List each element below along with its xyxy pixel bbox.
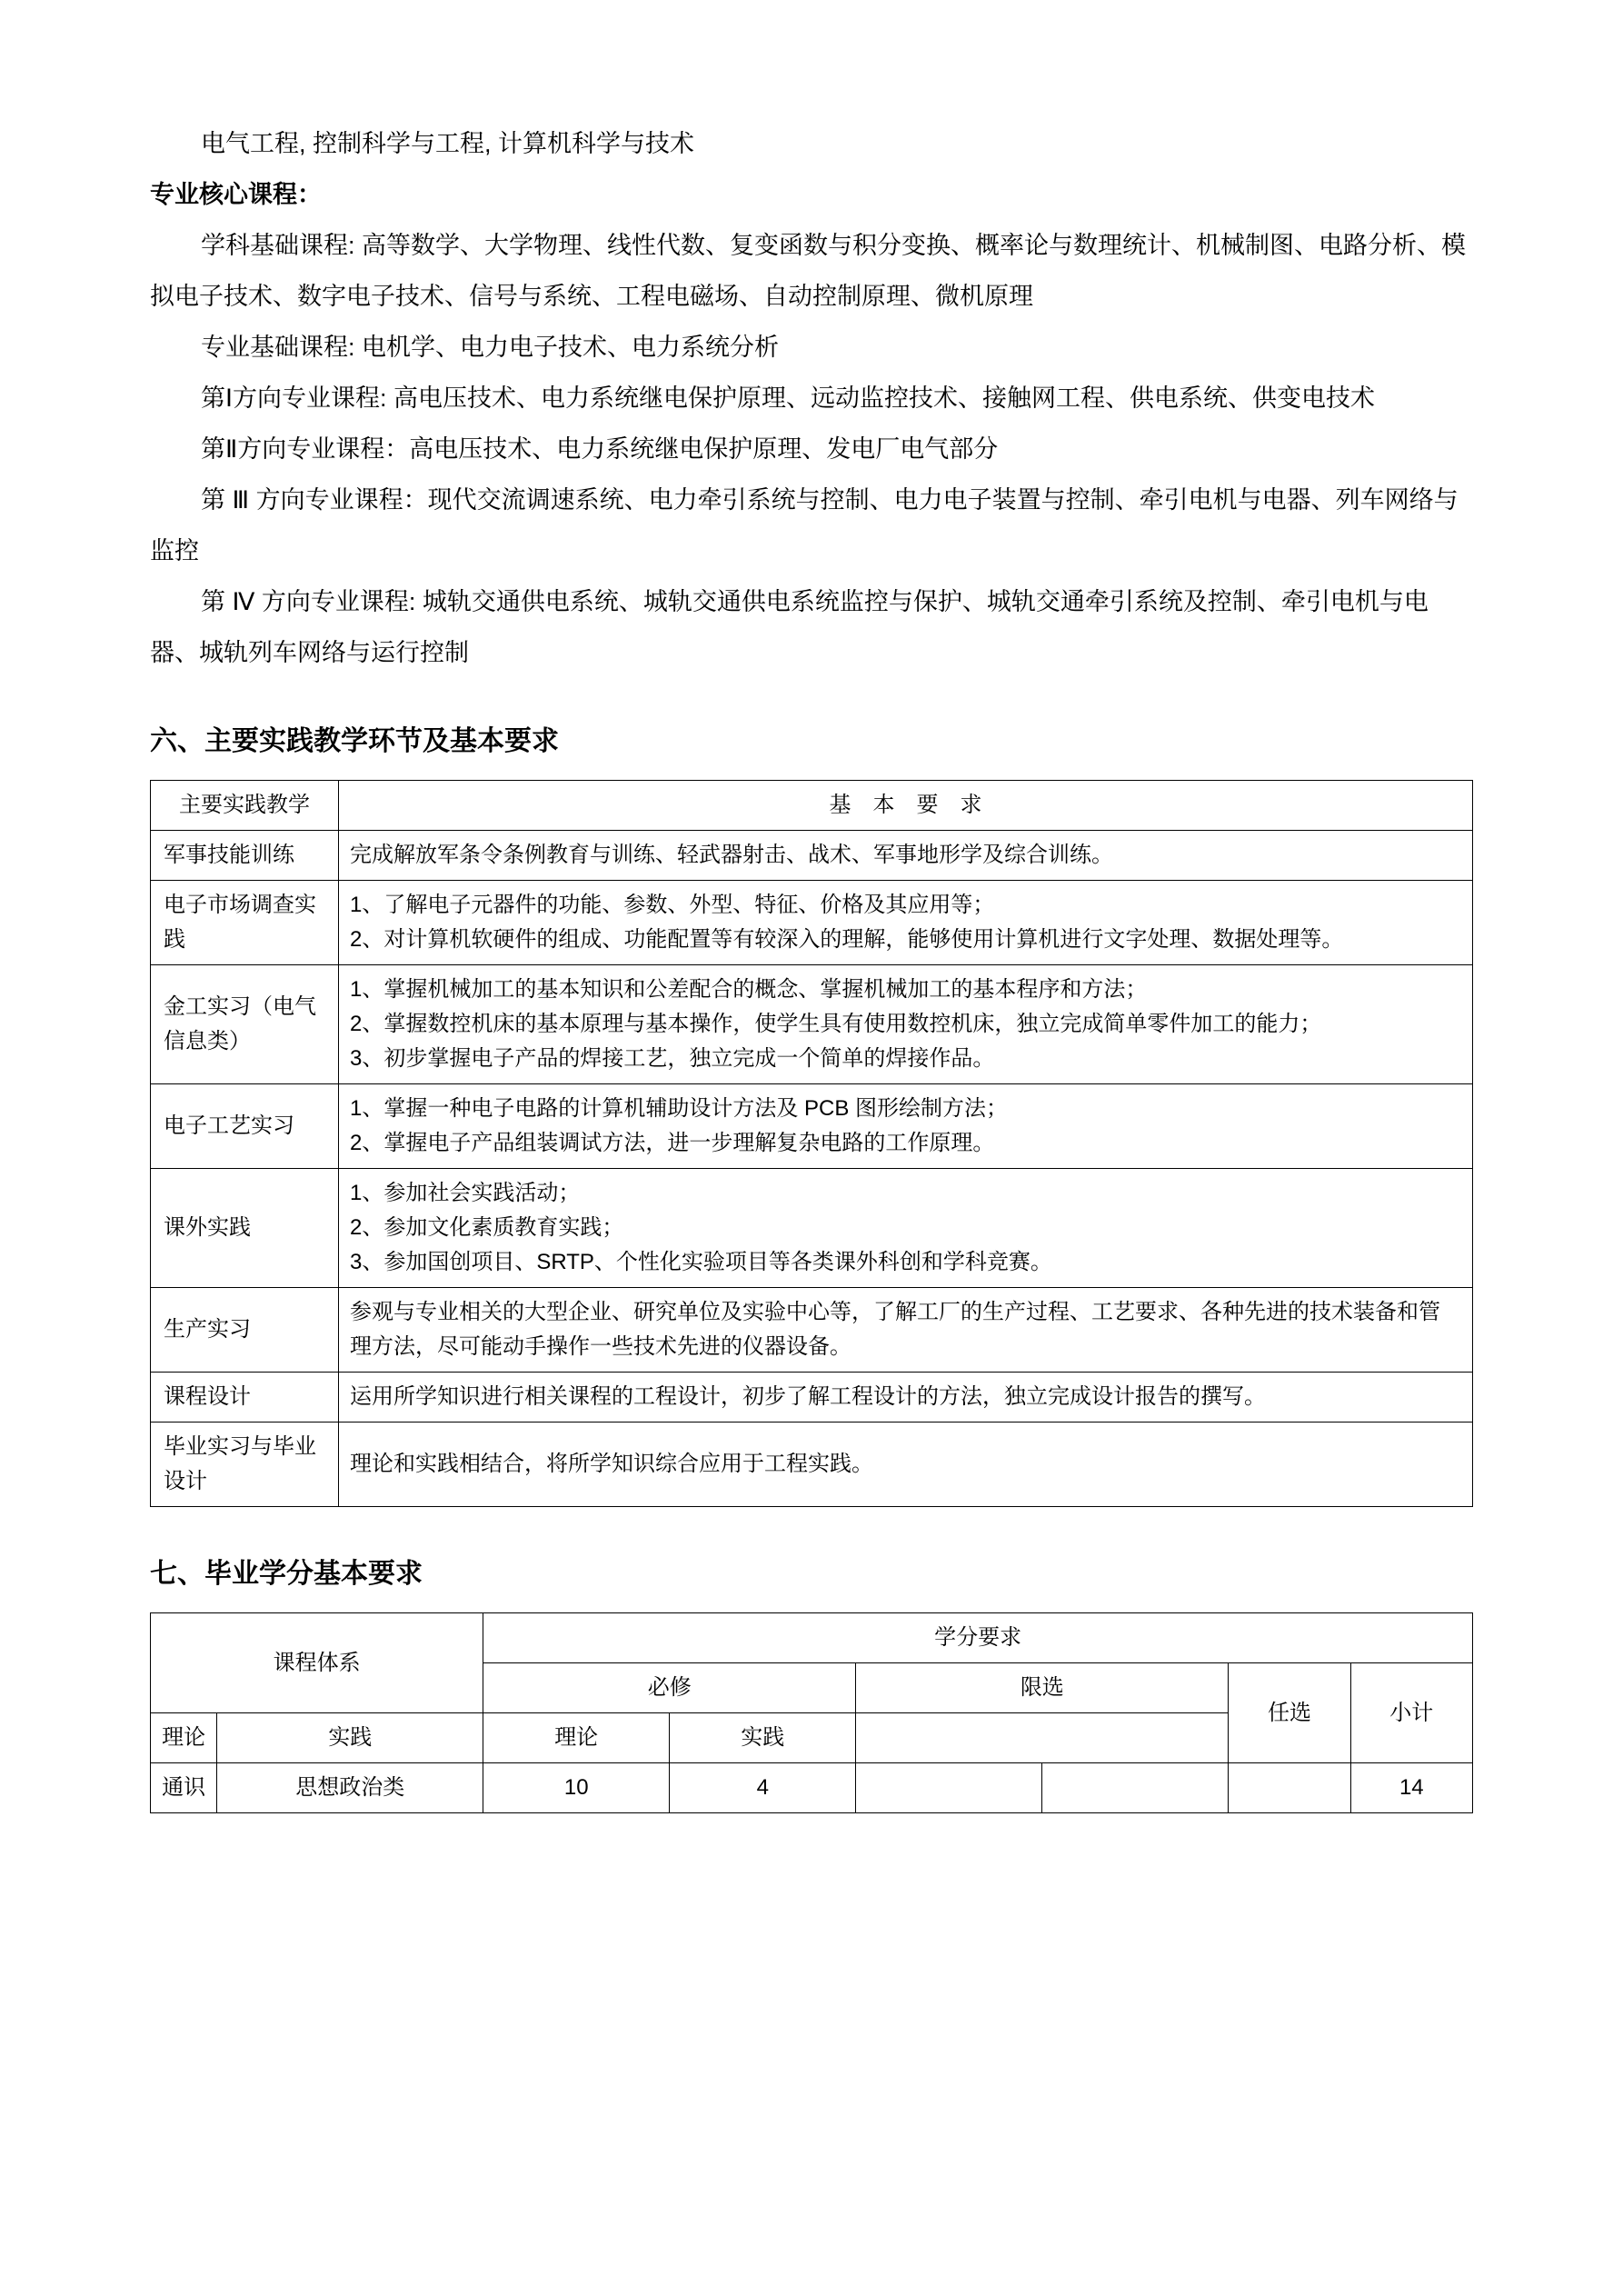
paragraph-direction-2: 第Ⅱ方向专业课程：高电压技术、电力系统继电保护原理、发电厂电气部分 xyxy=(201,435,999,463)
credits-subtotal: 14 xyxy=(1350,1763,1472,1813)
list-item: 2、参加文化素质教育实践； xyxy=(350,1215,624,1240)
header-limited-elective: 限选 xyxy=(856,1663,1229,1713)
header-limited-theory: 理论 xyxy=(483,1713,670,1763)
practice-requirement xyxy=(339,965,1473,1084)
practice-name: 课程设计 xyxy=(151,1373,339,1423)
header-practice-name: 主要实践教学 xyxy=(151,781,339,831)
table-row xyxy=(151,1423,1473,1507)
practice-name: 生产实习 xyxy=(151,1288,339,1373)
practice-name: 毕业实习与毕业设计 xyxy=(151,1423,339,1507)
credits-course-name: 思想政治类 xyxy=(217,1763,483,1813)
table-row xyxy=(151,1373,1473,1423)
page-content xyxy=(150,118,1473,1813)
header-required: 必修 xyxy=(483,1663,856,1713)
header-optional: 任选 xyxy=(1229,1663,1350,1763)
list-item: 1、参加社会实践活动； xyxy=(350,1181,581,1205)
practice-name: 金工实习（电气信息类） xyxy=(151,965,339,1084)
practice-requirement: 完成解放军条令条例教育与训练、轻武器射击、战术、军事地形学及综合训练。 xyxy=(339,831,1473,881)
practice-name: 课外实践 xyxy=(151,1169,339,1288)
paragraph-subject-basic: 学科基础课程: 高等数学、大学物理、线性代数、复变函数与积分变换、概率论与数理统计、机械制图、电路分析、模拟电子技术、数字电子技术、信号与系统、工程电磁场、自动控制原理、微机原理 xyxy=(150,232,1467,310)
practice-requirement: 理论和实践相结合，将所学知识综合应用于工程实践。 xyxy=(339,1423,1473,1507)
practice-teaching-table xyxy=(150,780,1473,1507)
header-required-practice: 实践 xyxy=(217,1713,483,1763)
requirement-list xyxy=(350,973,1461,1076)
practice-name: 军事技能训练 xyxy=(151,831,339,881)
header-credit-requirement: 学分要求 xyxy=(483,1613,1473,1663)
practice-requirement xyxy=(339,1169,1473,1288)
table-row xyxy=(151,831,1473,881)
table-header-row xyxy=(151,781,1473,831)
list-item: 2、掌握电子产品组装调试方法，进一步理解复杂电路的工作原理。 xyxy=(350,1131,995,1155)
requirement-list xyxy=(350,1176,1461,1280)
table-row xyxy=(151,881,1473,965)
list-item: 1、了解电子元器件的功能、参数、外型、特征、价格及其应用等； xyxy=(350,893,995,917)
paragraph-direction-4: 第 Ⅳ 方向专业课程: 城轨交通供电系统、城轨交通供电系统监控与保护、城轨交通牵引系统及控制、牵引电机与电器、城轨列车网络与运行控制 xyxy=(150,588,1429,666)
practice-requirement xyxy=(339,881,1473,965)
header-subtotal: 小计 xyxy=(1350,1663,1472,1763)
list-item: 3、初步掌握电子产品的焊接工艺，独立完成一个简单的焊接作品。 xyxy=(350,1046,995,1071)
header-limited-practice: 实践 xyxy=(670,1713,856,1763)
section-7-title: 七、毕业学分基本要求 xyxy=(150,1559,423,1589)
practice-requirement: 运用所学知识进行相关课程的工程设计，初步了解工程设计的方法，独立完成设计报告的撰写。 xyxy=(339,1373,1473,1423)
list-item: 2、对计算机软硬件的组成、功能配置等有较深入的理解，能够使用计算机进行文字处理、数据处理等。 xyxy=(350,927,1344,952)
credits-category: 通识 xyxy=(151,1763,217,1813)
table-row xyxy=(151,1169,1473,1288)
credits-limited-theory xyxy=(856,1763,1042,1813)
paragraph-major-basic: 专业基础课程: 电机学、电力电子技术、电力系统分析 xyxy=(201,334,780,361)
practice-requirement: 参观与专业相关的大型企业、研究单位及实验中心等，了解工厂的生产过程、工艺要求、各种先进的技术装备和管理方法，尽可能动手操作一些技术先进的仪器设备。 xyxy=(339,1288,1473,1373)
core-courses-heading: 专业核心课程： xyxy=(150,181,322,208)
paragraph-direction-3: 第 Ⅲ 方向专业课程：现代交流调速系统、电力牵引系统与控制、电力电子装置与控制、牵引电机与电器、列车网络与监控 xyxy=(150,486,1459,564)
credits-required-theory: 10 xyxy=(483,1763,670,1813)
practice-requirement xyxy=(339,1084,1473,1169)
list-item: 1、掌握机械加工的基本知识和公差配合的概念、掌握机械加工的基本程序和方法； xyxy=(350,977,1148,1002)
table-row xyxy=(151,1288,1473,1373)
disciplines-line: 电气工程, 控制科学与工程, 计算机科学与技术 xyxy=(201,130,695,157)
list-item: 1、掌握一种电子电路的计算机辅助设计方法及 PCB 图形绘制方法； xyxy=(350,1096,1009,1121)
practice-name: 电子工艺实习 xyxy=(151,1084,339,1169)
table-row xyxy=(151,1763,1473,1813)
credits-limited-practice xyxy=(1042,1763,1229,1813)
header-requirements: 基 本 要 求 xyxy=(339,781,1473,831)
table-row xyxy=(151,965,1473,1084)
requirement-list xyxy=(350,1092,1461,1161)
practice-name: 电子市场调查实践 xyxy=(151,881,339,965)
section-6-title: 六、主要实践教学环节及基本要求 xyxy=(150,726,559,756)
paragraph-direction-1: 第Ⅰ方向专业课程: 高电压技术、电力系统继电保护原理、远动监控技术、接触网工程、供电系统、供变电技术 xyxy=(201,384,1375,412)
header-required-theory: 理论 xyxy=(151,1713,217,1763)
credits-required-practice: 4 xyxy=(670,1763,856,1813)
credits-header-row-1 xyxy=(151,1613,1473,1663)
requirement-list xyxy=(350,888,1461,957)
list-item: 2、掌握数控机床的基本原理与基本操作，使学生具有使用数控机床，独立完成简单零件加工的能力； xyxy=(350,1012,1322,1036)
header-course-system: 课程体系 xyxy=(151,1613,483,1713)
credits-optional xyxy=(1229,1763,1350,1813)
table-row xyxy=(151,1084,1473,1169)
list-item: 3、参加国创项目、SRTP、个性化实验项目等各类课外科创和学科竞赛。 xyxy=(350,1250,1052,1274)
graduation-credits-table xyxy=(150,1612,1473,1813)
